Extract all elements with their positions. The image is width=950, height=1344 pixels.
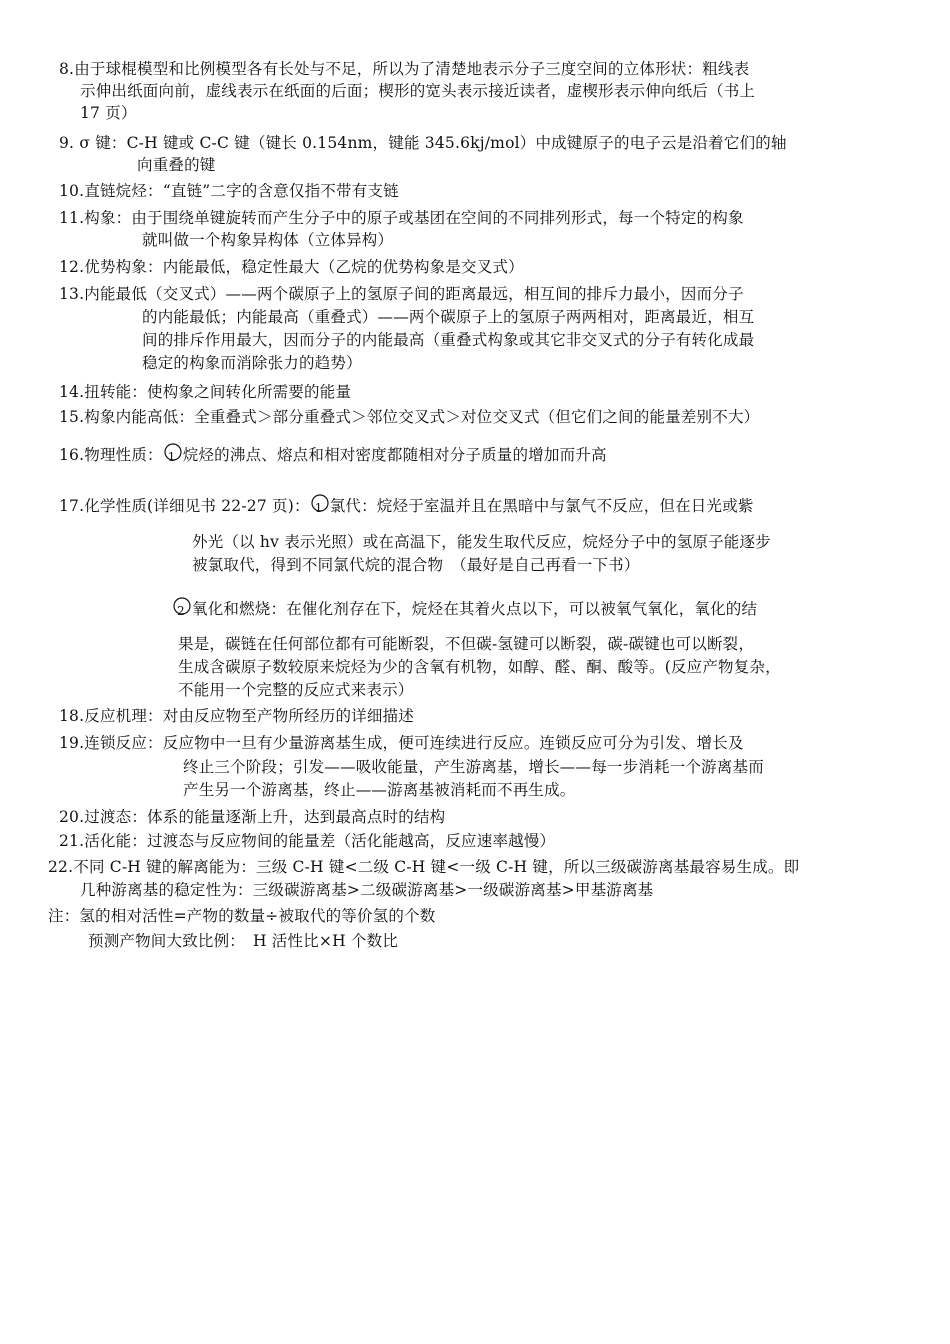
note-line-2: 预测产物间大致比例： H 活性比×H 个数比: [88, 932, 399, 950]
item-8-line-2: 示伸出纸面向前，虚线表示在纸面的后面；楔形的宽头表示接近读者，虚楔形表示伸向纸后（书上: [80, 82, 756, 100]
item-19-line-2: 终止三个阶段；引发——吸收能量，产生游离基，增长——每一步消耗一个游离基而: [183, 758, 764, 776]
item-12: 12.优势构象：内能最低，稳定性最大（乙烷的优势构象是交叉式）: [59, 258, 524, 276]
item-18: 18.反应机理：对由反应物至产物所经历的详细描述: [59, 707, 414, 725]
item-17-cont-3: 果是，碳链在任何部位都有可能断裂，不但碳-氢键可以断裂，碳-碳键也可以断裂，: [178, 635, 755, 653]
item-11-line-1: 11.构象：由于围绕单键旋转而产生分子中的原子或基团在空间的不同排列形式，每一个特定的构象: [59, 209, 744, 227]
item-14: 14.扭转能：使构象之间转化所需要的能量: [59, 383, 352, 401]
item-13-line-3: 间的排斥作用最大，因而分子的内能最高（重叠式构象或其它非交叉式的分子有转化成最: [142, 331, 755, 349]
item-17-lead: 17.化学性质(详细见书 22-27 页)：: [59, 497, 310, 515]
note-line-1: 注：氢的相对活性=产物的数量÷被取代的等价氢的个数: [48, 907, 436, 925]
item-17-cont-5: 不能用一个完整的反应式来表示）: [178, 681, 414, 699]
item-8-line-1: 8.由于球棍模型和比例模型各有长处与不足，所以为了清楚地表示分子三度空间的立体形状：粗线表: [59, 60, 750, 78]
item-22-line-1: 22.不同 C-H 键的解离能为：三级 C-H 键<二级 C-H 键<一级 C-H 键，所以三级碳游离基最容易生成。即: [48, 858, 800, 876]
enclosed-number-2-icon: 2: [172, 596, 192, 620]
item-10: 10.直链烷烃：“直链”二字的含意仅指不带有支链: [59, 182, 399, 200]
item-9-line-1: 9. σ 键：C-H 键或 C-C 键（键长 0.154nm，键能 345.6kj/mol）中成键原子的电子云是沿着它们的轴: [59, 134, 787, 152]
item-16-text: 烷烃的沸点、熔点和相对密度都随相对分子质量的增加而升高: [182, 446, 607, 464]
item-13-line-1: 13.内能最低（交叉式）——两个碳原子上的氢原子间的距离最远，相互间的排斥力最小，因而分子: [59, 285, 744, 303]
item-16: [59, 442, 607, 466]
item-19-line-1: 19.连锁反应：反应物中一旦有少量游离基生成，便可连续进行反应。连锁反应可分为引发、增长及: [59, 734, 744, 752]
item-11-line-2: 就叫做一个构象异构体（立体异构）: [142, 231, 394, 249]
item-16-lead: 16.物理性质：: [59, 446, 163, 464]
item-17-cont-2: 被氯取代，得到不同氯代烷的混合物 （最好是自己再看一下书）: [192, 556, 640, 574]
item-9-line-2: 向重叠的键: [137, 156, 216, 174]
item-17-line-1: [59, 493, 754, 517]
item-17-line-2: [172, 596, 757, 620]
item-20: 20.过渡态：体系的能量逐渐上升，达到最高点时的结构: [59, 808, 446, 826]
item-15: 15.构象内能高低：全重叠式＞部分重叠式＞邻位交叉式＞对位交叉式（但它们之间的能量差别不大）: [59, 408, 760, 426]
enclosed-number-1-icon: 1: [310, 493, 330, 517]
item-8-line-3: 17 页）: [80, 104, 137, 122]
item-22-line-2: 几种游离基的稳定性为：三级碳游离基>二级碳游离基>一级碳游离基>甲基游离基: [80, 881, 654, 899]
item-13-line-4: 稳定的构象而消除张力的趋势）: [142, 354, 362, 372]
enclosed-number-1-icon: 1: [163, 442, 183, 466]
item-17-cont-1: 外光（以 hv 表示光照）或在高温下，能发生取代反应，烷烃分子中的氢原子能逐步: [192, 533, 771, 551]
item-21: 21.活化能：过渡态与反应物间的能量差（活化能越高，反应速率越慢）: [59, 832, 556, 850]
item-17-chlorination: 氯代：烷烃于室温并且在黑暗中与氯气不反应，但在日光或紫: [329, 497, 754, 515]
item-13-line-2: 的内能最低；内能最高（重叠式）——两个碳原子上的氢原子两两相对，距离最近，相互: [142, 308, 755, 326]
item-19-line-3: 产生另一个游离基，终止——游离基被消耗而不再生成。: [183, 781, 576, 799]
item-17-oxidation: 氧化和燃烧：在催化剂存在下，烷烃在其着火点以下，可以被氧气氧化，氧化的结: [192, 600, 758, 618]
item-17-cont-4: 生成含碳原子数较原来烷烃为少的含氧有机物，如醇、醛、酮、酸等。(反应产物复杂，: [178, 658, 781, 676]
